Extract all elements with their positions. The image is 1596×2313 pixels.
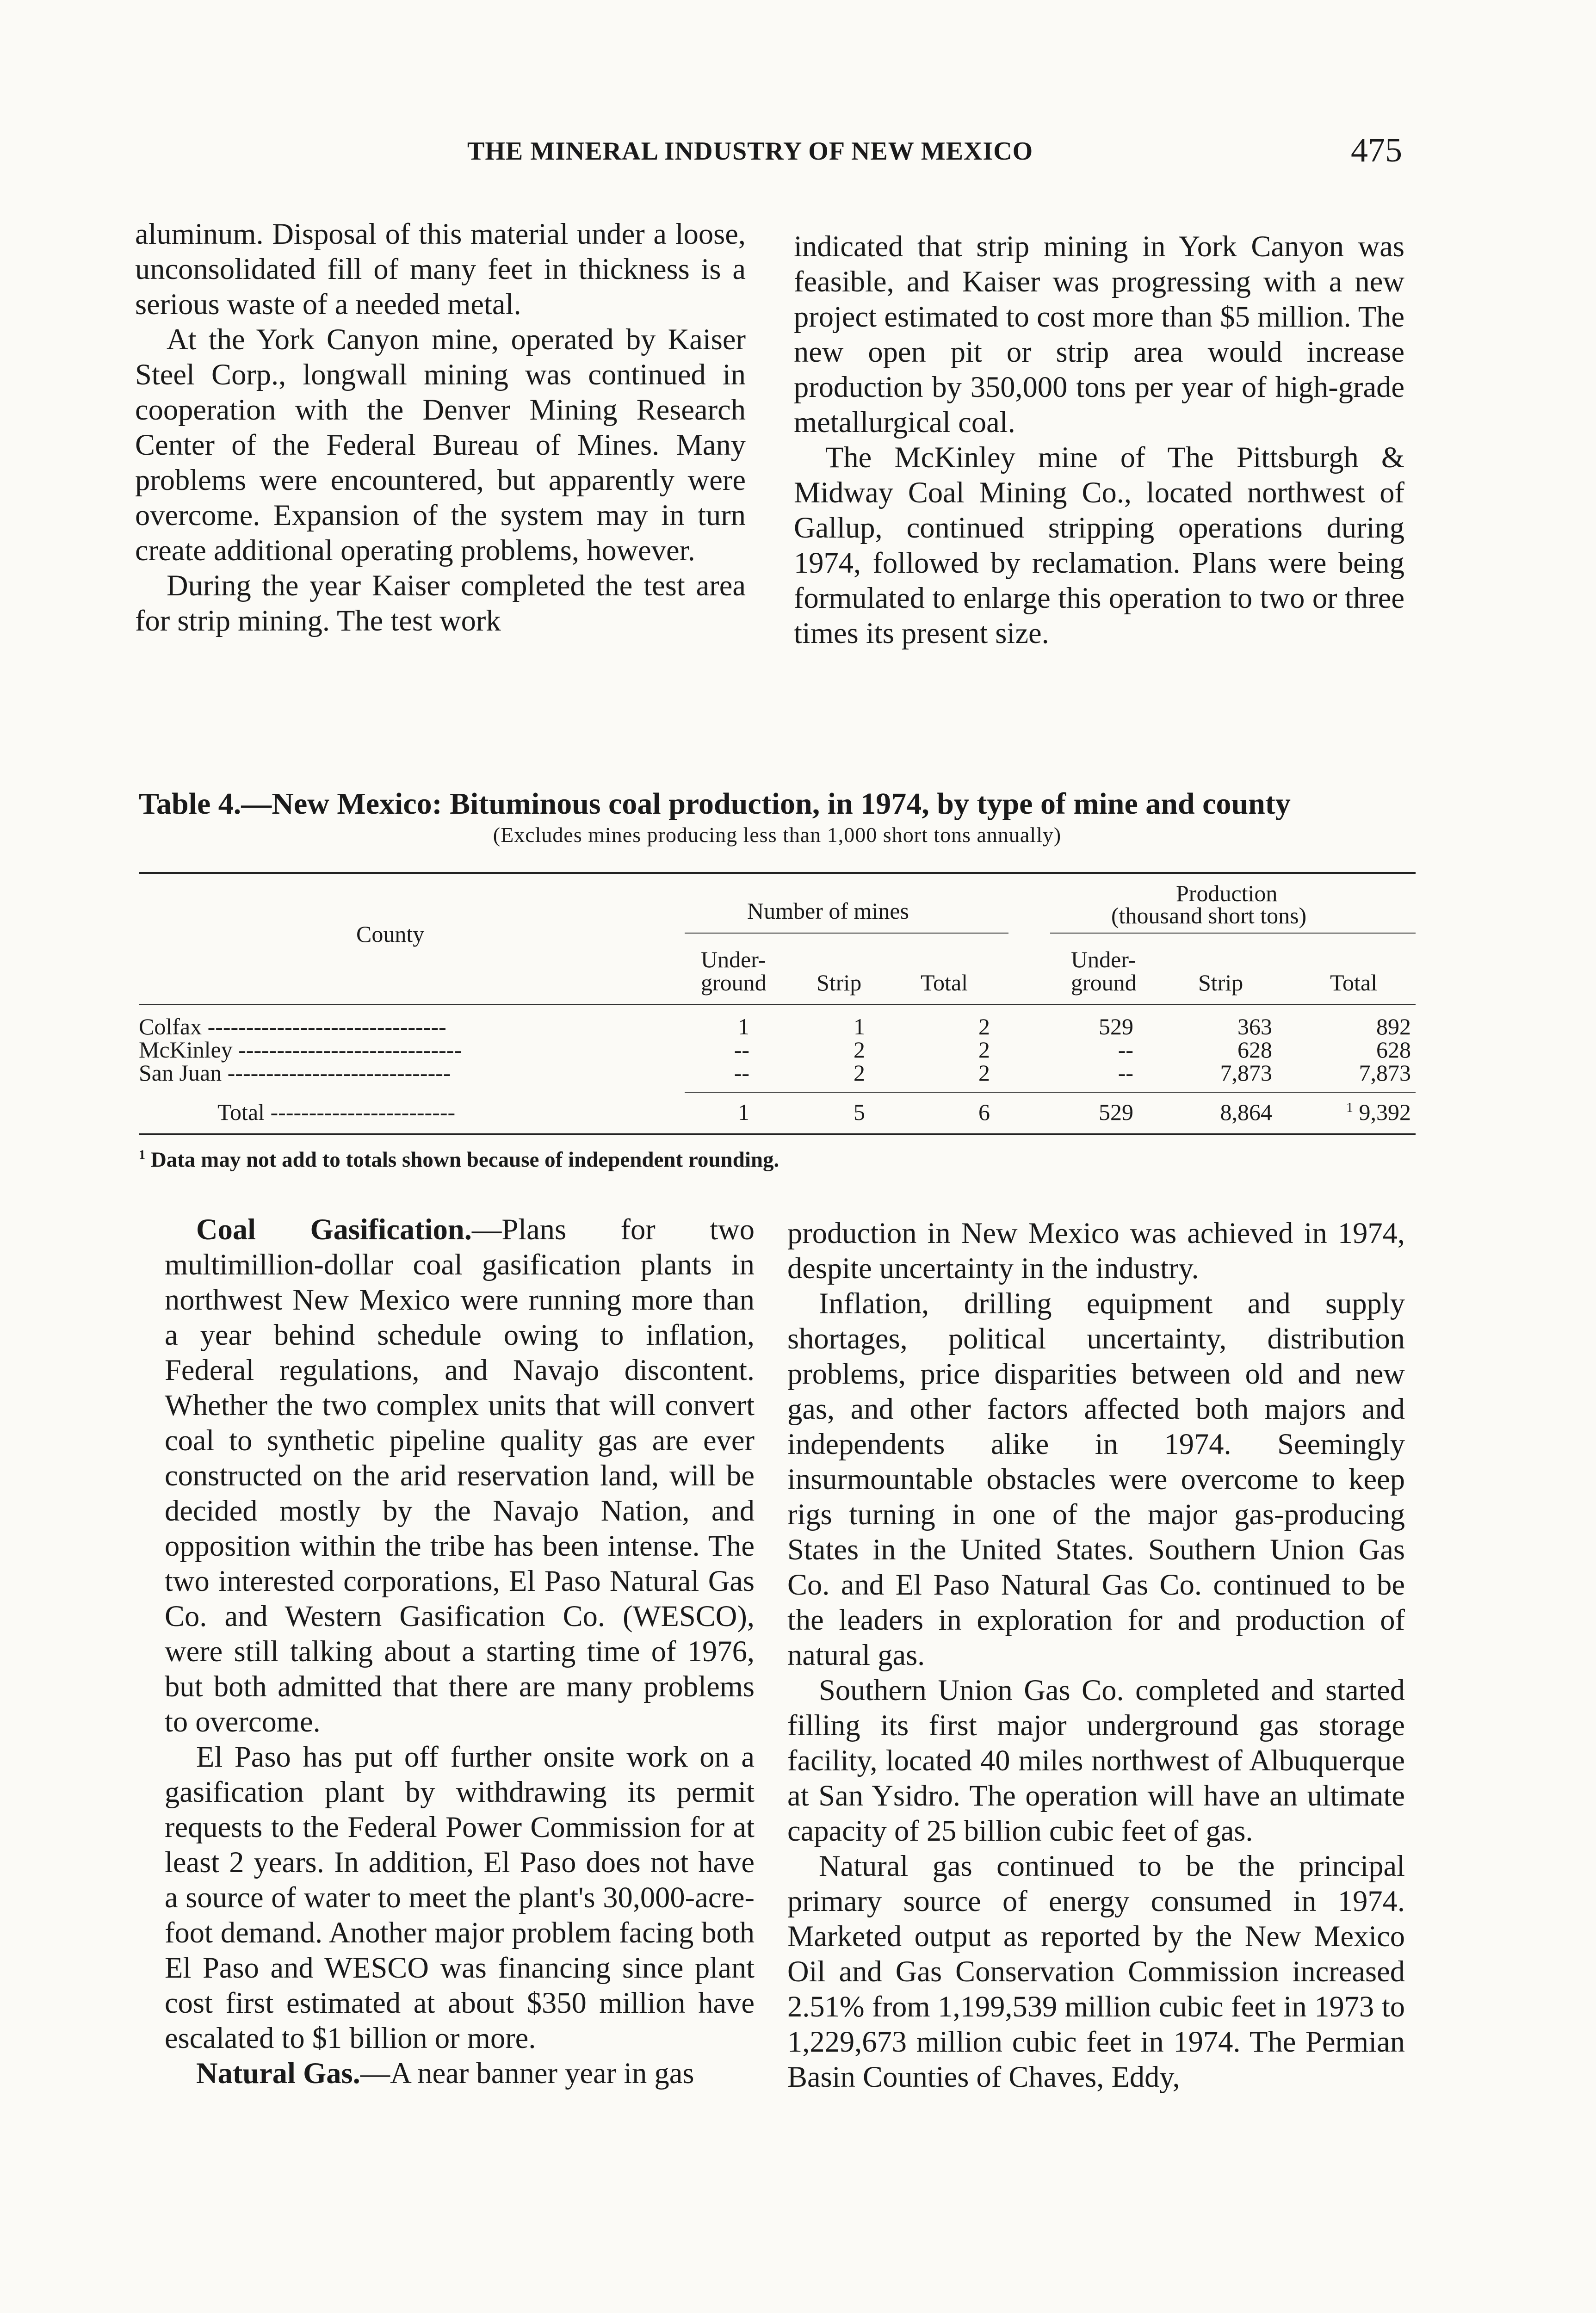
table-footnote bbox=[139, 1147, 779, 1172]
table-title-label: Table 4.—New Mexico: bbox=[139, 787, 442, 821]
total-mines-strip: 5 bbox=[854, 1099, 865, 1125]
cell-mines-strip: 2 bbox=[854, 1060, 865, 1086]
cell-mines-total: 2 bbox=[978, 1037, 990, 1063]
paragraph-text: —Plans for two multimillion-dollar coal gasification plants in northwest New Mexico were running more than a year behind schedule owing to inflation, Federal regulations, and Navajo discontent. Whether the two complex units that will convert coal to synthetic pipeline quality gas are ever constructed on the arid reservation land, will be decided mostly by the Navajo Nation, and opposition within the tribe has been intense. The two interested corporations, El Paso Natural Gas Co. and Western Gasification Co. (WESCO), were still talking about a starting time of 1976, but both admitted that there are many problems to overcome. bbox=[165, 1213, 755, 1738]
table-top-rule bbox=[139, 872, 1416, 874]
col-header-prod-strip: Strip bbox=[1198, 970, 1243, 996]
paragraph-text: —A near banner year in gas bbox=[360, 2057, 694, 2090]
cell-prod-underground: -- bbox=[1118, 1037, 1133, 1063]
footnote-mark: 1 bbox=[139, 1148, 146, 1163]
page-number: 475 bbox=[1351, 131, 1402, 169]
paragraph: El Paso has put off further onsite work on a gasification plant by withdrawing its permit requests to the Federal Power Commission for at least 2 years. In addition, El Paso does not have a source of water to meet the plant's 30,000-acre-foot demand. Another major problem facing both El Paso and WESCO was financing since plant cost first estimated at about $350 million have escalated to $1 billion or more. bbox=[165, 1740, 755, 2054]
production-group-rule bbox=[1050, 933, 1416, 934]
paragraph bbox=[165, 1212, 755, 1739]
paragraph: Natural gas continued to be the principal primary source of energy consumed in 1974. Marketed output as reported by the New Mexico Oil and Gas Conservation Commission increased 2.51% from 1,199,539 million cubic feet in 1973 to 1,229,673 million cubic feet in 1974. The Permian Basin Counties of Chaves, Eddy, bbox=[787, 1849, 1405, 2093]
cell-prod-underground: -- bbox=[1118, 1060, 1133, 1086]
section-heading-coal-gasification: Coal Gasification. bbox=[196, 1213, 472, 1246]
leader-dots: ------------------------ bbox=[265, 1099, 456, 1125]
col-header-prod-total: Total bbox=[1330, 970, 1378, 996]
total-mines-underground: 1 bbox=[738, 1099, 749, 1125]
cell-prod-strip: 7,873 bbox=[1220, 1060, 1272, 1086]
paragraph: At the York Canyon mine, operated by Kaiser Steel Corp., longwall mining was continued in cooperation with the Denver Mining Research Center of the Federal Bureau of Mines. Many problems were encountered, but apparently were overcome. Expansion of the system may in turn create additional operating problems, however. bbox=[135, 323, 746, 567]
total-label: Total bbox=[217, 1099, 265, 1125]
footnote-mark: 1 bbox=[1346, 1100, 1353, 1115]
bottom-right-column bbox=[787, 1216, 1405, 2095]
cell-prod-strip: 363 bbox=[1237, 1014, 1272, 1039]
leader-dots: ----------------------------- bbox=[222, 1060, 451, 1086]
cell-mines-total: 2 bbox=[978, 1014, 990, 1039]
cell-prod-underground: 529 bbox=[1099, 1014, 1133, 1039]
col-header-prod-underground-2: ground bbox=[1071, 970, 1137, 996]
top-left-column bbox=[135, 216, 746, 638]
col-header-county: County bbox=[356, 921, 425, 947]
top-right-column bbox=[794, 229, 1404, 651]
footnote-text: Data may not add to totals shown because of independent rounding. bbox=[150, 1148, 779, 1172]
running-head: THE MINERAL INDUSTRY OF NEW MEXICO bbox=[467, 137, 1033, 166]
cell-mines-strip: 2 bbox=[854, 1037, 865, 1063]
coal-production-table bbox=[139, 786, 1416, 1172]
col-header-mines-strip: Strip bbox=[817, 970, 862, 996]
cell-mines-underground: -- bbox=[734, 1060, 749, 1086]
total-prod-total-value: 9,392 bbox=[1359, 1099, 1411, 1125]
paragraph: aluminum. Disposal of this material under a loose, unconsolidated fill of many feet in thickness is a serious waste of a needed metal. bbox=[135, 217, 746, 321]
table-title bbox=[139, 786, 1416, 822]
cell-mines-strip: 1 bbox=[854, 1014, 865, 1039]
row-county: San Juan bbox=[139, 1060, 222, 1086]
cell-mines-underground: 1 bbox=[738, 1014, 749, 1039]
col-header-mines-underground-1: Under- bbox=[701, 946, 766, 972]
cell-prod-strip: 628 bbox=[1237, 1037, 1272, 1063]
paragraph: During the year Kaiser completed the test area for strip mining. The test work bbox=[135, 569, 746, 637]
cell-prod-total: 7,873 bbox=[1359, 1060, 1411, 1086]
total-mines-total: 6 bbox=[978, 1099, 990, 1125]
paragraph: The McKinley mine of The Pittsburgh & Midway Coal Mining Co., located northwest of Gallup, continued stripping operations during 1974, followed by reclamation. Plans were being formulated to enlarge this operation to two or three times its present size. bbox=[794, 441, 1404, 649]
leader-dots: ------------------------------- bbox=[202, 1014, 446, 1039]
cell-prod-total: 892 bbox=[1376, 1014, 1411, 1039]
col-header-number-of-mines: Number of mines bbox=[747, 898, 909, 924]
table-title-text: Bituminous coal production, in 1974, by type of mine and county bbox=[450, 787, 1291, 821]
paragraph bbox=[165, 2056, 755, 2091]
page-header bbox=[0, 118, 1596, 173]
paragraph: Inflation, drilling equipment and supply shortages, political uncertainty, distribution problems, price disparities between old and new gas, and other factors affected both majors and independents alike in 1974. Seemingly insurmountable obstacles were overcome to keep rigs turning in one of the major gas-producing States in the United States. Southern Union Gas Co. and El Paso Natural Gas Co. continued to be the leaders in exploration for and production of natural gas. bbox=[787, 1287, 1405, 1671]
paragraph: Southern Union Gas Co. completed and started filling its first major underground gas storage facility, located 40 miles northwest of Albuquerque at San Ysidro. The operation will have an ultimate capacity of 25 billion cubic feet of gas. bbox=[787, 1674, 1405, 1847]
paragraph: indicated that strip mining in York Canyon was feasible, and Kaiser was progressing with a new project estimated to cost more than $5 million. The new open pit or strip area would increase production by 350,000 tons per year of high-grade metallurgical coal. bbox=[794, 230, 1404, 439]
col-header-mines-underground-2: ground bbox=[701, 970, 767, 996]
col-header-prod-underground-1: Under- bbox=[1071, 946, 1136, 972]
col-header-production-units: (thousand short tons) bbox=[1111, 903, 1307, 928]
col-header-mines-total: Total bbox=[921, 970, 968, 996]
bottom-left-column bbox=[165, 1212, 755, 2091]
header-bottom-rule bbox=[139, 1004, 1416, 1005]
total-prod-strip: 8,864 bbox=[1220, 1099, 1272, 1125]
row-county: Colfax bbox=[139, 1014, 202, 1039]
mines-group-rule bbox=[685, 933, 1008, 934]
total-prod-underground: 529 bbox=[1099, 1099, 1133, 1125]
row-county: McKinley bbox=[139, 1037, 233, 1063]
leader-dots: ----------------------------- bbox=[232, 1037, 462, 1063]
cell-mines-underground: -- bbox=[734, 1037, 749, 1063]
section-heading-natural-gas: Natural Gas. bbox=[196, 2057, 360, 2090]
col-header-production: Production bbox=[1176, 880, 1278, 906]
paragraph: production in New Mexico was achieved in 1974, despite uncertainty in the industry. bbox=[787, 1217, 1405, 1285]
table-subtitle: (Excludes mines producing less than 1,000 short tons annually) bbox=[493, 823, 1062, 847]
table-bottom-rule bbox=[139, 1133, 1416, 1135]
cell-prod-total: 628 bbox=[1376, 1037, 1411, 1063]
cell-mines-total: 2 bbox=[978, 1060, 990, 1086]
total-prod-total bbox=[1291, 1099, 1411, 1126]
total-rule bbox=[685, 1092, 1416, 1093]
